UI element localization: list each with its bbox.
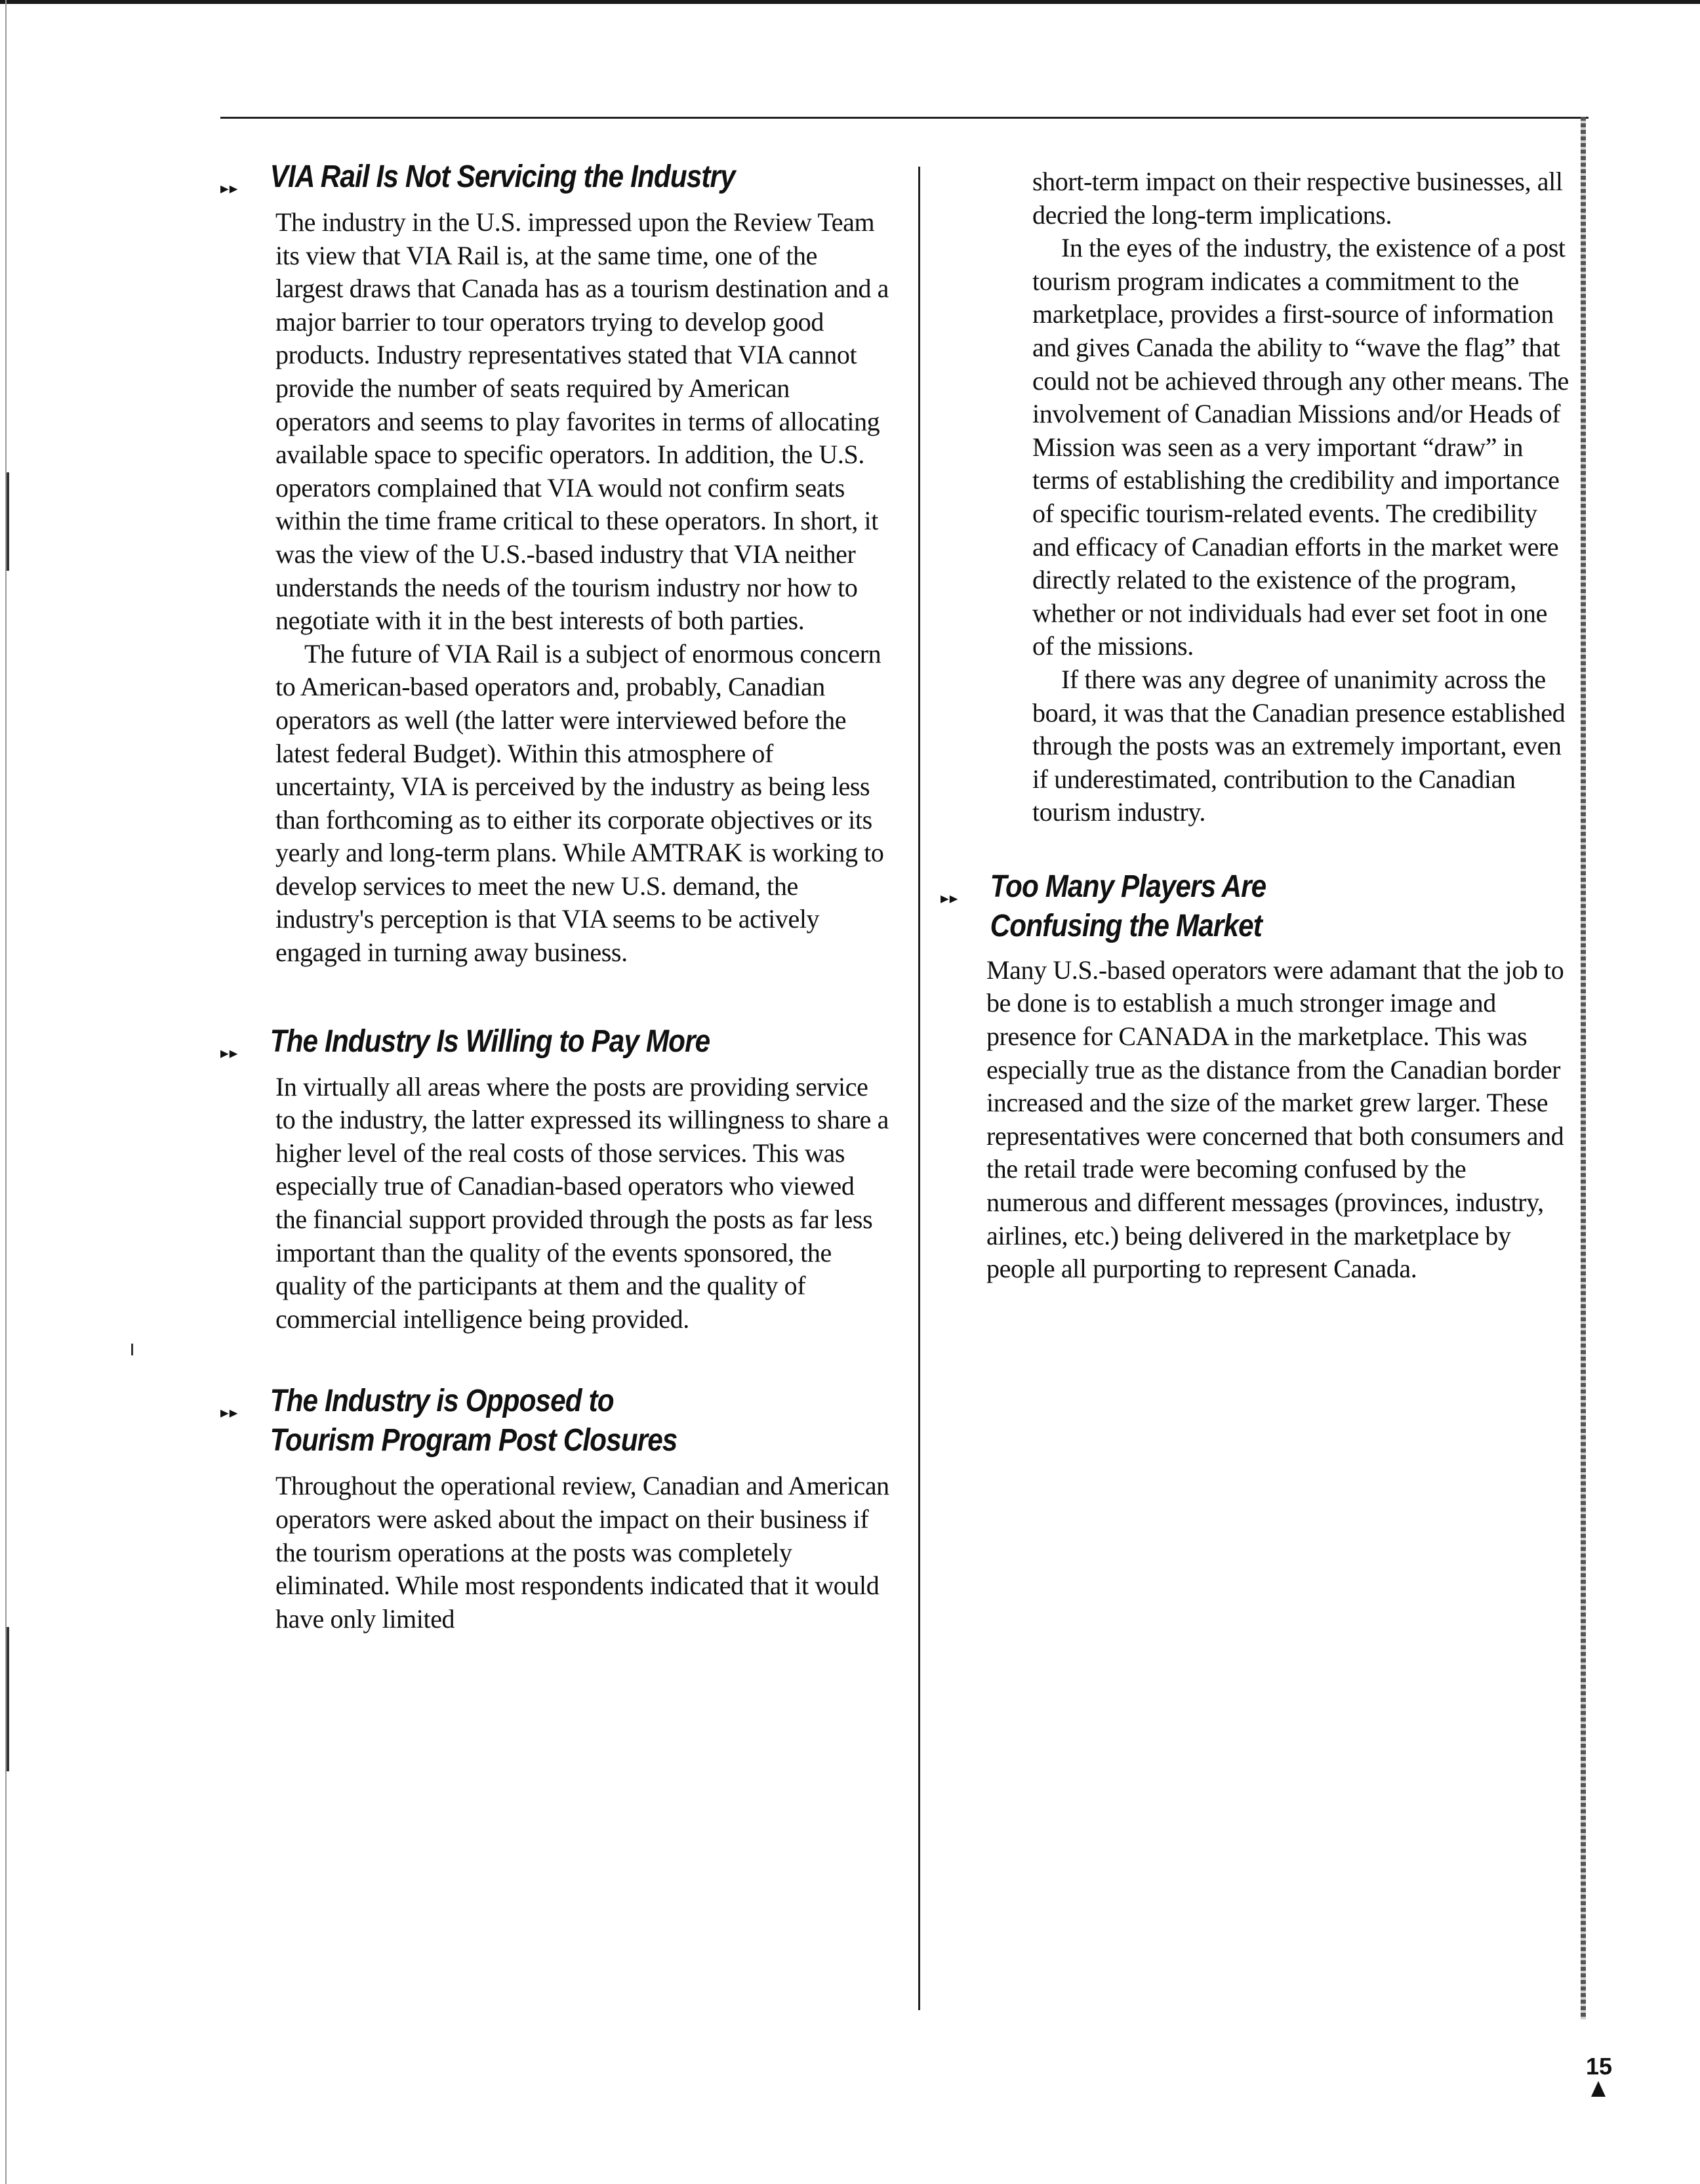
scan-speck — [131, 1344, 133, 1355]
paragraph: The industry in the U.S. impressed upon the Review Team its view that VIA Rail is, at the same time, one of the largest draws that Canada has as a tourism destination and a major barrier to tour operators trying to develop good products. Industry representatives stated that VIA cannot provide the number of seats required by American operators and seems to play favorites in terms of allocating available space to specific operators. In addition, the U.S. operators complained that VIA would not confirm seats within the time frame critical to these operators. In short, it was the view of the U.S.-based industry that VIA neither understands the needs of the tourism industry nor how to negotiate with it in the best interests of both parties. — [275, 207, 889, 636]
scan-bracket-mark — [7, 1627, 9, 1771]
section-body — [275, 206, 889, 970]
section-heading — [941, 867, 1495, 946]
paragraph: The future of VIA Rail is a subject of enormous concern to American-based operators and, probably, Canadian operators as well (the latter were interviewed before the latest federal Budget). Within this atmosphere of uncertainty, VIA is perceived by the industry as being less than forthcoming as to either its corporate objectives or its yearly and long-term plans. While AMTRAK is working to develop services to meet the new U.S. demand, the industry's perception is that VIA seems to be actively engaged in turning away business. — [275, 638, 884, 968]
section-heading-line: Too Many Players Are — [990, 869, 1266, 904]
section-heading-text: The Industry Is Willing to Pay More — [270, 1023, 710, 1059]
section-heading — [220, 1022, 809, 1061]
section-heading-line: Tourism Program Post Closures — [270, 1423, 678, 1458]
left-column — [220, 157, 889, 1636]
page-number: 15 — [1586, 2053, 1613, 2080]
scan-edge-top — [0, 0, 1700, 4]
section-heading-line: Confusing the Market — [990, 908, 1262, 943]
triangle-marker-icon — [1591, 2081, 1606, 2097]
paragraph: In the eyes of the industry, the existence of a post tourism program indicates a commitment to the marketplace, provides a first-source of information and gives Canada the ability to “wave the flag” that could not be achieved through any other means. The involvement of Canadian Missions and/or Heads of Mission was seen as a very important “draw” in terms of establishing the credibility and importance of specific tourism-related events. The credibility and efficacy of Canadian efforts in the market were directly related to the existence of the program, whether or not individuals had ever set foot in one of the missions. — [1032, 233, 1569, 661]
section-opposed-to-closures — [220, 1382, 889, 1636]
section-body — [275, 1071, 889, 1336]
section-heading — [220, 1382, 809, 1460]
section-too-many-players — [941, 867, 1570, 1286]
paragraph: short-term impact on their respective businesses, all decried the long-term implications. — [1032, 167, 1563, 230]
paragraph: Throughout the operational review, Canadian and American operators were asked about the impact on their business if the tourism operations at the posts was completely eliminated. While most respondents indicated that it would have only limited — [275, 1471, 889, 1634]
section-spacer — [941, 829, 1570, 867]
scan-edge-left — [5, 0, 7, 2184]
continued-text — [986, 165, 1570, 829]
section-via-rail — [220, 157, 889, 970]
double-arrow-bullet-icon: ▸▸ — [220, 1044, 239, 1062]
section-spacer — [220, 1336, 889, 1382]
right-column — [941, 147, 1570, 1286]
double-arrow-bullet-icon: ▸▸ — [220, 1404, 239, 1422]
section-heading — [220, 157, 809, 197]
paragraph: If there was any degree of unanimity across the board, it was that the Canadian presence established through the posts was an extremely important, even if underestimated, contribution to the Canadian tourism industry. — [1032, 664, 1566, 827]
section-heading-text: VIA Rail Is Not Servicing the Industry — [270, 159, 735, 194]
section-heading-line: The Industry is Opposed to — [270, 1384, 614, 1419]
right-binding-rule — [1581, 117, 1586, 2019]
double-arrow-bullet-icon: ▸▸ — [941, 889, 959, 907]
section-willing-to-pay — [220, 1022, 889, 1336]
paragraph: In virtually all areas where the posts are providing service to the industry, the latter expressed its willingness to share a higher level of the real costs of those services. This was especially true of Canadian-based operators who viewed the financial support provided through the posts as far less important than the quality of the events sponsored, the quality of the participants at them and the quality of commercial intelligence being provided. — [275, 1071, 889, 1334]
double-arrow-bullet-icon: ▸▸ — [220, 180, 239, 197]
section-spacer — [220, 970, 889, 1022]
section-body — [275, 1470, 889, 1636]
section-body — [986, 954, 1570, 1286]
scan-bracket-mark — [7, 472, 9, 571]
column-divider — [918, 167, 920, 2010]
paragraph: Many U.S.-based operators were adamant that the job to be done is to establish a much stronger image and presence for CANADA in the marketplace. This was especially true as the distance from the Canadian border increased and the size of the market grew larger. These representatives were concerned that both consumers and the retail trade were becoming confused by the numerous and different messages (provinces, industry, airlines, etc.) being delivered in the marketplace by people all purporting to represent Canada. — [986, 955, 1564, 1284]
top-rule — [220, 117, 1589, 119]
section-body — [1032, 165, 1570, 829]
